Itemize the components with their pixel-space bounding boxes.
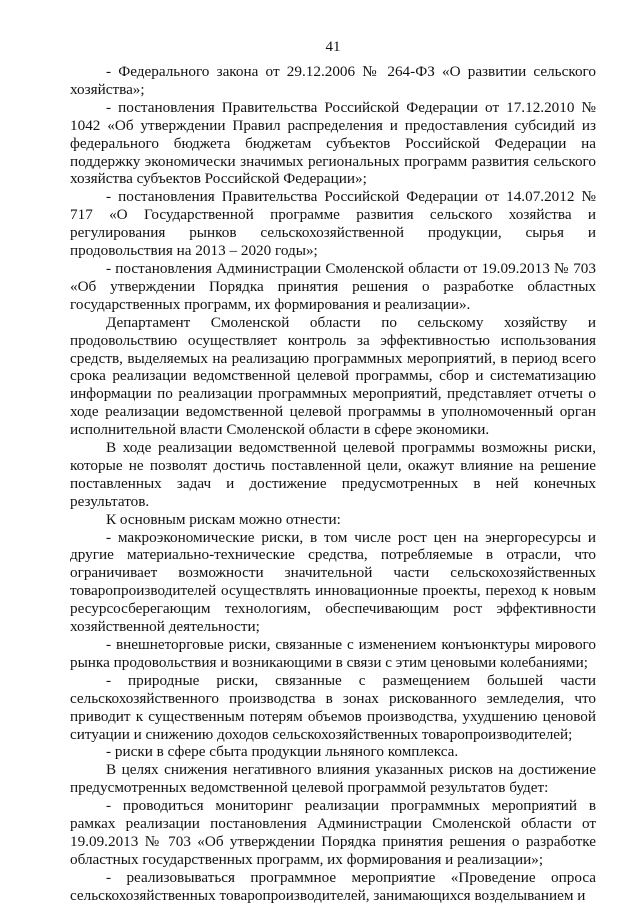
paragraph-macroeconomic-risks: - макроэкономические риски, в том числе рост цен на энергоресурсы и другие материально-технические средства, потребляемые в отрасли, что ограничивает возможности значительной части сельскохозяйственных товаропроизводителей осуществлять инновационные проекты, переход к новым ресурсосберегающим технологиям, обеспечивающим рост эффективности хозяйственной деятельности; [70,528,596,636]
paragraph-flax-risks: - риски в сфере сбыта продукции льняного комплекса. [106,743,459,761]
paragraph-risks-intro: В ходе реализации ведомственной целевой программы возможны риски, которые не позволят достичь поставленной цели, окажут влияние на решение поставленных задач и достижение предусмотренных в ней конечных результатов. [70,439,596,510]
paragraph-law-264: - Федерального закона от 29.12.2006 № 264-ФЗ «О развитии сельского хозяйства»; [70,63,596,98]
paragraph-monitoring: - проводиться мониторинг реализации программных мероприятий в рамках реализации постановления Администрации Смоленской области от 19.09.2013 № 703 «Об утверждении Порядка принятия решения о разработке областных государственных программ, их формирования и реализации»; [70,797,596,868]
paragraph-department-control: Департамент Смоленской области по сельскому хозяйству и продовольствию осуществляет контроль за эффективностью использования средств, выделяемых на реализацию программных мероприятий, в период всего срока реализации ведомственной целевой программы, сбор и систематизацию информации по реализации программных мероприятий, представляет отчеты о ходе реализации ведомственной целевой программы в уполномоченный орган исполнительной власти Смоленской области в сфере экономики. [70,313,596,439]
document-body [70,63,596,905]
paragraph-resolution-1042: - постановления Правительства Российской Федерации от 17.12.2010 № 1042 «Об утверждении Правил распределения и предоставления субсидий из федерального бюджета бюджетам субъектов Российской Федерации на поддержку экономически значимых региональных программ развития сельского хозяйства субъектов Российской Федерации»; [70,98,596,188]
paragraph-resolution-703: - постановления Администрации Смоленской области от 19.09.2013 № 703 «Об утверждении Порядка принятия решения о разработке областных государственных программ, их формирования и реализации». [70,259,596,313]
paragraph-resolution-717: - постановления Правительства Российской Федерации от 14.07.2012 № 717 «О Государственной программе развития сельского хозяйства и регулирования рынков сельскохозяйственной продукции, сырья и продовольствия на 2013 – 2020 годы»; [70,188,596,260]
paragraph-survey-measure: - реализовываться программное мероприятие «Проведение опроса сельскохозяйственных товаропроизводителей, занимающихся возделыванием и [70,868,596,904]
paragraph-natural-risks: - природные риски, связанные с размещением большей части сельскохозяйственного производства в зонах рискованного земледелия, что приводит к существенным потерям объемов производства, ухудшению ценовой ситуации и снижению доходов сельскохозяйственных товаропроизводителей; [70,671,596,743]
paragraph-risk-mitigation: В целях снижения негативного влияния указанных рисков на достижение предусмотренных ведомственной целевой программой результатов будет: [70,761,596,797]
paragraph-foreign-trade-risks: - внешнеторговые риски, связанные с изменением конъюнктуры мирового рынка продовольствия и возникающими в связи с этим ценовыми колебаниями; [70,636,596,671]
page-number: 41 [325,39,341,55]
paragraph-main-risks: К основным рискам можно отнести: [106,510,341,528]
